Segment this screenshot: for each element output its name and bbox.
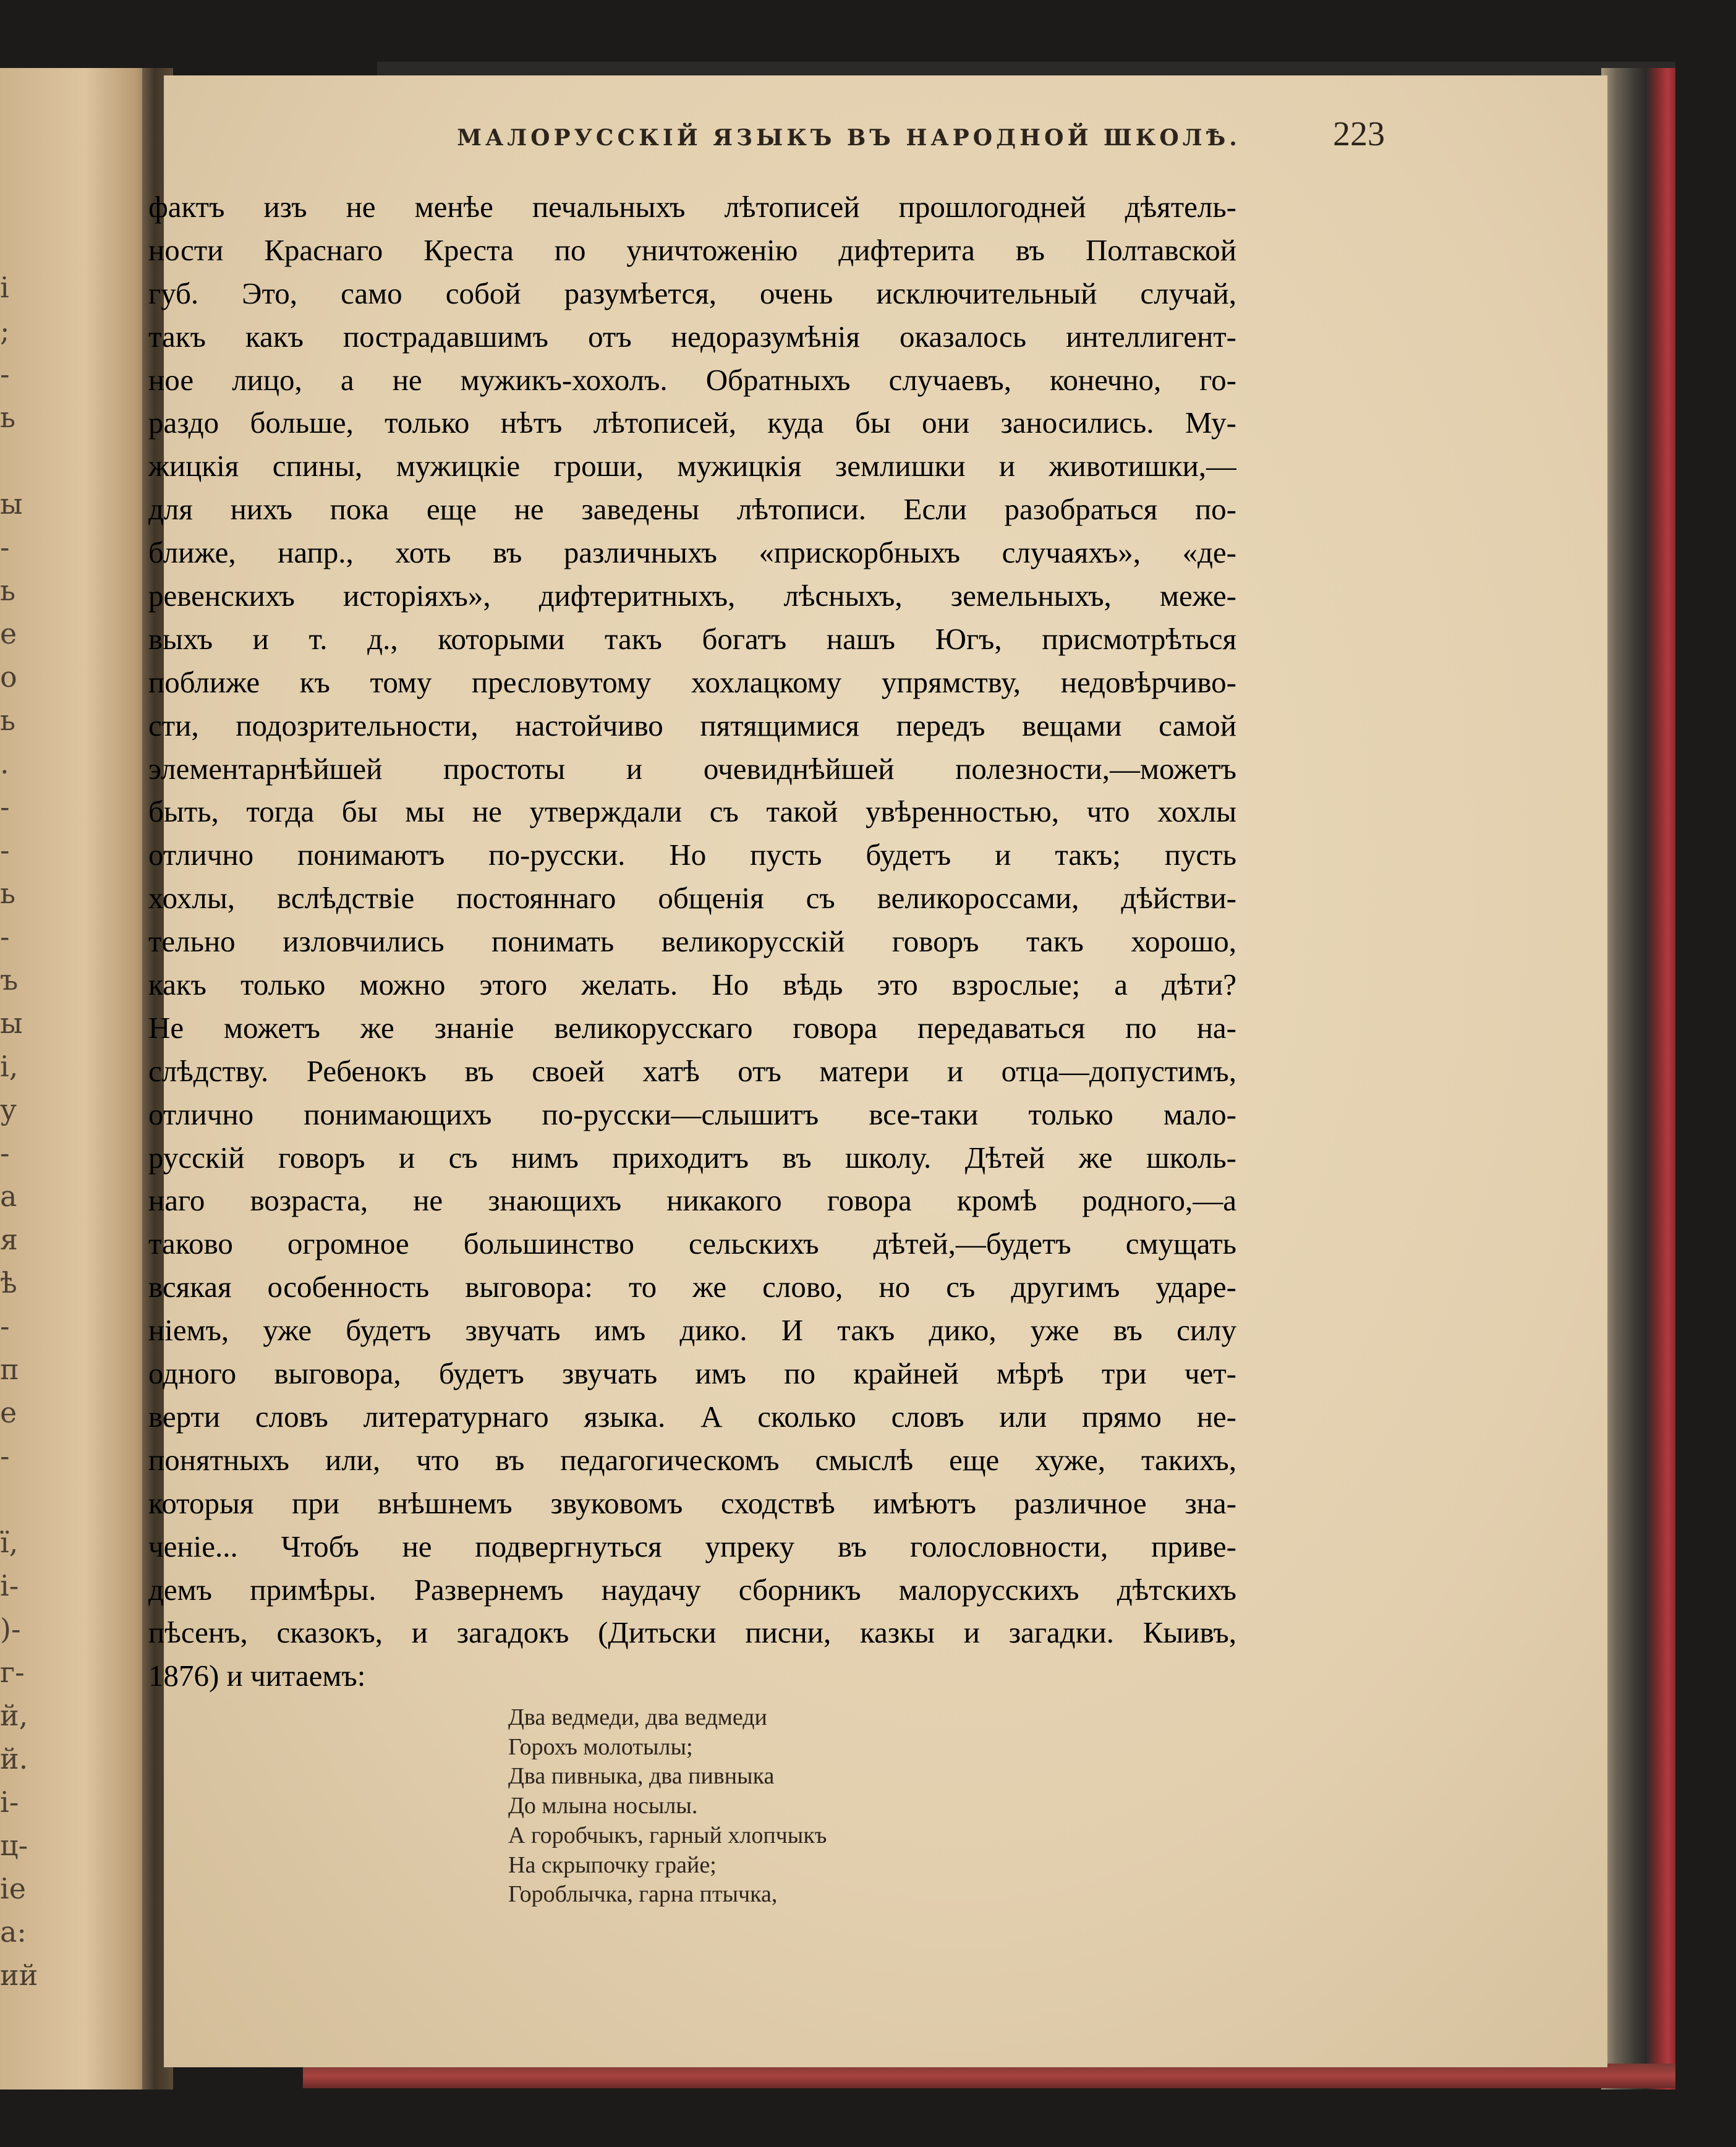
left-fragment: о [0,660,17,694]
left-fragment: і- [0,1785,19,1819]
text-line: жицкія спины, мужицкіе гроши, мужицкія землишки и животишки,— [148,449,1236,483]
left-fragment [0,439,25,482]
text-line: одного выговора, будетъ звучать имъ по крайней мѣрѣ три чет- [148,1356,1236,1391]
left-fragment: ы [0,1006,23,1040]
left-fragment: г- [0,1656,25,1689]
text-line: фактъ изъ не менѣе печальныхъ лѣтописей прошлогодней дѣятель- [148,190,1236,224]
poem-line: Гороблычка, гарна птычка, [508,1881,778,1908]
text-line: ное лицо, а не мужикъ-хохолъ. Обратныхъ случаевъ, конечно, го- [148,362,1236,397]
left-fragment: . [0,747,9,780]
text-line: слѣдству. Ребенокъ въ своей хатѣ отъ матери и отца—допустимъ, [148,1053,1236,1088]
text-line: быть, тогда бы мы не утверждали съ такой увѣренностью, что хохлы [148,794,1236,829]
poem-line: Горохъ молотылы; [508,1733,693,1760]
body-text [148,185,1236,1698]
left-fragment: у [0,1093,17,1126]
text-line: такъ какъ пострадавшимъ отъ недоразумѣнія оказалось интеллигент- [148,319,1236,354]
left-fragment: ь [0,401,16,434]
text-line: поближе къ тому пресловутому хохлацкому упрямству, недовѣрчиво- [148,665,1236,699]
text-line: всякая особенность выговора: то же слово, но съ другимъ ударе- [148,1270,1236,1304]
left-fragment: ий [0,1958,38,1992]
poem-line: На скрыпочку грайе; [508,1852,717,1878]
text-line: раздо больше, только нѣтъ лѣтописей, куда бы они заносились. Му- [148,406,1236,440]
left-fragment: - [0,1309,10,1343]
left-fragment: і [0,271,9,304]
text-line: Не можетъ же знаніе великорусскаго говора передаваться по на- [148,1010,1236,1045]
left-fragment: - [0,833,10,867]
left-fragment: - [0,920,10,953]
text-line: наго возраста, не знающихъ никакого говора кромѣ родного,—а [148,1183,1236,1218]
text-line: которыя при внѣшнемъ звуковомъ сходствѣ имѣютъ различное зна- [148,1486,1236,1520]
text-line: 1876) и читаемъ: [148,1659,366,1693]
left-fragment: - [0,357,10,391]
left-fragment: ї, [0,1526,19,1559]
left-fragment: - [0,1136,10,1170]
left-fragment: ь [0,704,16,737]
left-fragment: ѣ [0,1266,17,1299]
left-fragment: ; [0,314,10,347]
text-line: хохлы, вслѣдствіе постояннаго общенія съ великороссами, дѣйстви- [148,881,1236,916]
text-line: русскій говоръ и съ нимъ приходитъ въ школу. Дѣтей же школь- [148,1140,1236,1175]
book-top-edge [377,62,1675,75]
text-line: отлично понимающихъ по-русски—слышитъ все-таки только мало- [148,1097,1236,1131]
text-line: ближе, напр., хоть въ различныхъ «прискорбныхъ случаяхъ», «де- [148,535,1236,570]
left-fragment: п [0,1353,19,1386]
page-header [365,114,1385,164]
left-fragment: - [0,790,10,823]
poem-block [508,1703,1003,1910]
left-fragment: ь [0,877,16,910]
left-page-text-fragments [0,266,38,1997]
left-fragment: і, [0,1050,19,1083]
text-line: элементарнѣйшей простоты и очевиднѣйшей полезности,—можетъ [148,751,1236,786]
left-fragment: і- [0,1569,19,1602]
text-line: отлично понимаютъ по-русски. Но пусть будетъ и такъ; пусть [148,838,1236,872]
left-fragment: я [0,1223,19,1256]
left-fragment: ь [0,574,16,607]
left-fragment: е [0,617,17,650]
text-line: выхъ и т. д., которыми такъ богатъ нашъ Югъ, присмотрѣться [148,621,1236,656]
text-line: понятныхъ или, что въ педагогическомъ смыслѣ еще хуже, такихъ, [148,1442,1236,1477]
left-fragment: - [0,1439,10,1473]
text-line: для нихъ пока еще не заведены лѣтописи. Если разобраться по- [148,492,1236,527]
running-title: МАЛОРУССКІЙ ЯЗЫКЪ ВЪ НАРОДНОЙ ШКОЛѢ. [457,125,1241,151]
poem-line: Два пивныка, два пивныка [508,1763,775,1790]
text-line: губ. Это, само собой разумѣется, очень исключительный случай, [148,276,1236,310]
left-fragment: іе [0,1872,26,1905]
text-line: ревенскихъ исторіяхъ», дифтеритныхъ, лѣсныхъ, земельныхъ, меже- [148,579,1236,613]
text-line: сти, подозрительности, настойчиво пятящимися передъ вещами самой [148,708,1236,742]
text-line: тельно изловчились понимать великорусскій говоръ такъ хорошо, [148,924,1236,959]
poem-line: А горобчыкъ, гарный хлопчыкъ [508,1822,827,1848]
left-fragment: е [0,1396,17,1429]
left-fragment: ц- [0,1829,28,1862]
left-page [0,68,155,2090]
text-line: демъ примѣры. Развернемъ наудачу сборникъ малорусскихъ дѣтскихъ [148,1572,1236,1607]
text-line: таково огромное большинство сельскихъ дѣтей,—будетъ смущать [148,1227,1236,1261]
left-fragment: ы [0,487,23,521]
left-fragment: а [0,1180,17,1213]
poem-line: Два ведмеди, два ведмеди [508,1704,767,1730]
text-line: ніемъ, уже будетъ звучать имъ дико. И такъ дико, уже въ силу [148,1313,1236,1348]
poem-line: До млына носылы. [508,1793,698,1819]
text-line: какъ только можно этого желать. Но вѣдь это взрослые; а дѣти? [148,967,1236,1002]
left-fragment: )- [0,1612,21,1646]
text-line: ности Краснаго Креста по уничтоженію дифтерита въ Полтавской [148,232,1236,267]
text-line: пѣсенъ, сказокъ, и загадокъ (Дитьски писни, казкы и загадки. Кыивъ, [148,1615,1236,1650]
left-fragment [0,1477,25,1521]
text-line: ченіе... Чтобъ не подвергнуться упреку въ голословности, приве- [148,1529,1236,1563]
left-fragment: й, [0,1699,28,1732]
left-fragment: а: [0,1915,27,1949]
book-cover-edge [1601,68,1675,2090]
left-fragment: ъ [0,963,19,997]
page-number: 223 [1333,115,1385,153]
left-fragment: й. [0,1742,28,1775]
text-line: верти словъ литературнаго языка. А сколько словъ или прямо не- [148,1399,1236,1434]
left-fragment: - [0,530,10,564]
book-bottom-edge [303,2064,1675,2088]
